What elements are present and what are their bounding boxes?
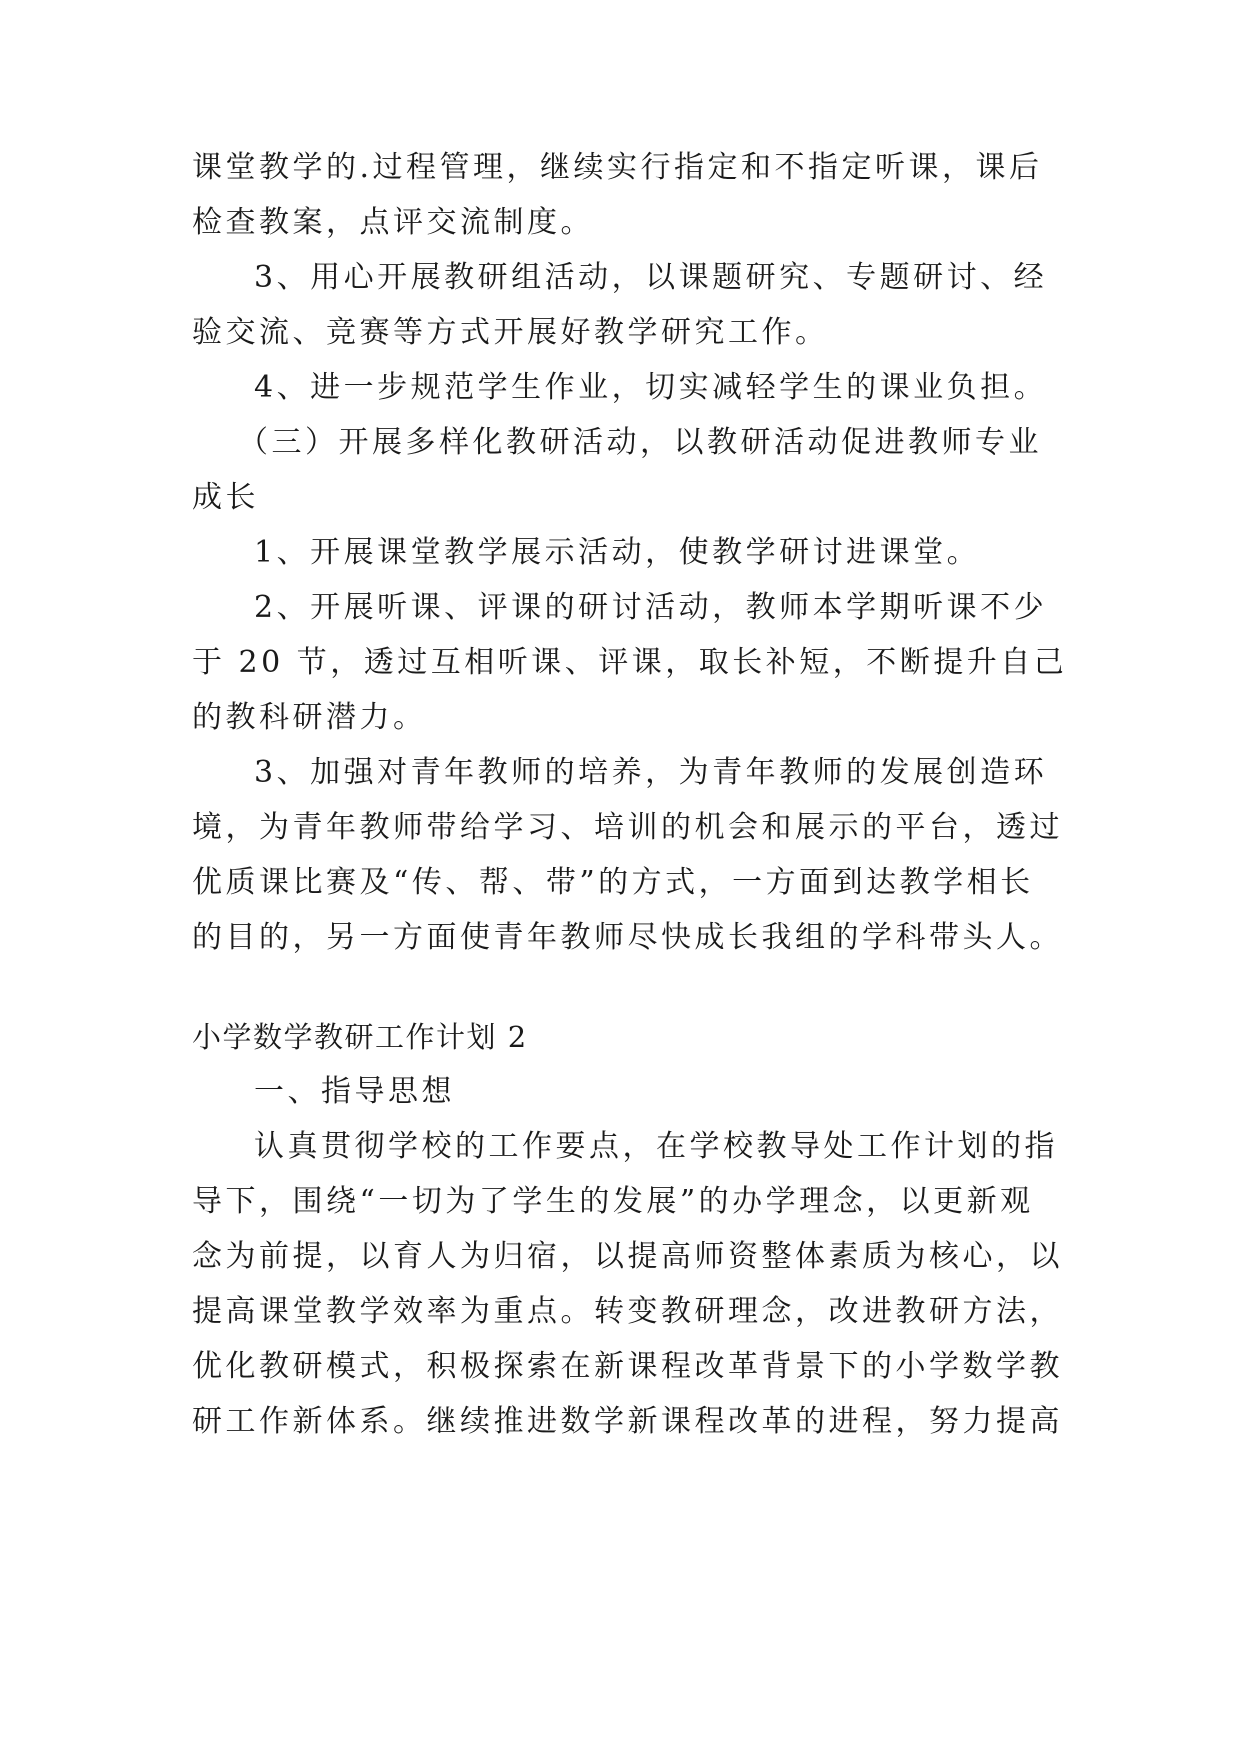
section-title: 小学数学教研工作计划 2 <box>192 1020 528 1054</box>
paragraph-line: 导下，围绕“一切为了学生的发展”的办学理念，以更新观 <box>192 1184 1034 1219</box>
paragraph-line: 的教科研潜力。 <box>192 700 427 735</box>
paragraph-line: 于 20 节，透过互相听课、评课，取长补短，不断提升自己 <box>192 645 1068 680</box>
paragraph-line: 验交流、竞赛等方式开展好教学研究工作。 <box>192 315 829 350</box>
paragraph-line: 的目的，另一方面使青年教师尽快成长我组的学科带头人。 <box>192 920 1063 955</box>
paragraph-line: （三）开展多样化教研活动，以教研活动促进教师专业 <box>238 425 1042 460</box>
section-subheading: 一、指导思想 <box>254 1074 455 1109</box>
paragraph-line: 认真贯彻学校的工作要点，在学校教导处工作计划的指 <box>254 1129 1058 1164</box>
paragraph-line: 优化教研模式，积极探索在新课程改革背景下的小学数学教 <box>192 1349 1063 1384</box>
paragraph-line: 研工作新体系。继续推进数学新课程改革的进程，努力提高 <box>192 1404 1063 1439</box>
paragraph-line: 念为前提，以育人为归宿，以提高师资整体素质为核心，以 <box>192 1239 1063 1274</box>
paragraph-line: 检查教案，点评交流制度。 <box>192 205 594 240</box>
paragraph-line: 成长 <box>192 480 259 515</box>
paragraph-line: 3、用心开展教研组活动，以课题研究、专题研讨、经 <box>254 260 1048 295</box>
paragraph-line: 4、进一步规范学生作业，切实减轻学生的课业负担。 <box>254 370 1048 405</box>
paragraph-line: 1、开展课堂教学展示活动，使教学研讨进课堂。 <box>254 535 981 570</box>
paragraph-line: 3、加强对青年教师的培养，为青年教师的发展创造环 <box>254 755 1048 790</box>
paragraph-line: 境，为青年教师带给学习、培训的机会和展示的平台，透过 <box>192 810 1063 845</box>
paragraph-line: 提高课堂教学效率为重点。转变教研理念，改进教研方法， <box>192 1294 1063 1329</box>
paragraph-line: 优质课比赛及“传、帮、带”的方式，一方面到达教学相长 <box>192 865 1034 900</box>
paragraph-line: 课堂教学的.过程管理，继续实行指定和不指定听课，课后 <box>192 150 1043 185</box>
paragraph-line: 2、开展听课、评课的研讨活动，教师本学期听课不少 <box>254 590 1048 625</box>
